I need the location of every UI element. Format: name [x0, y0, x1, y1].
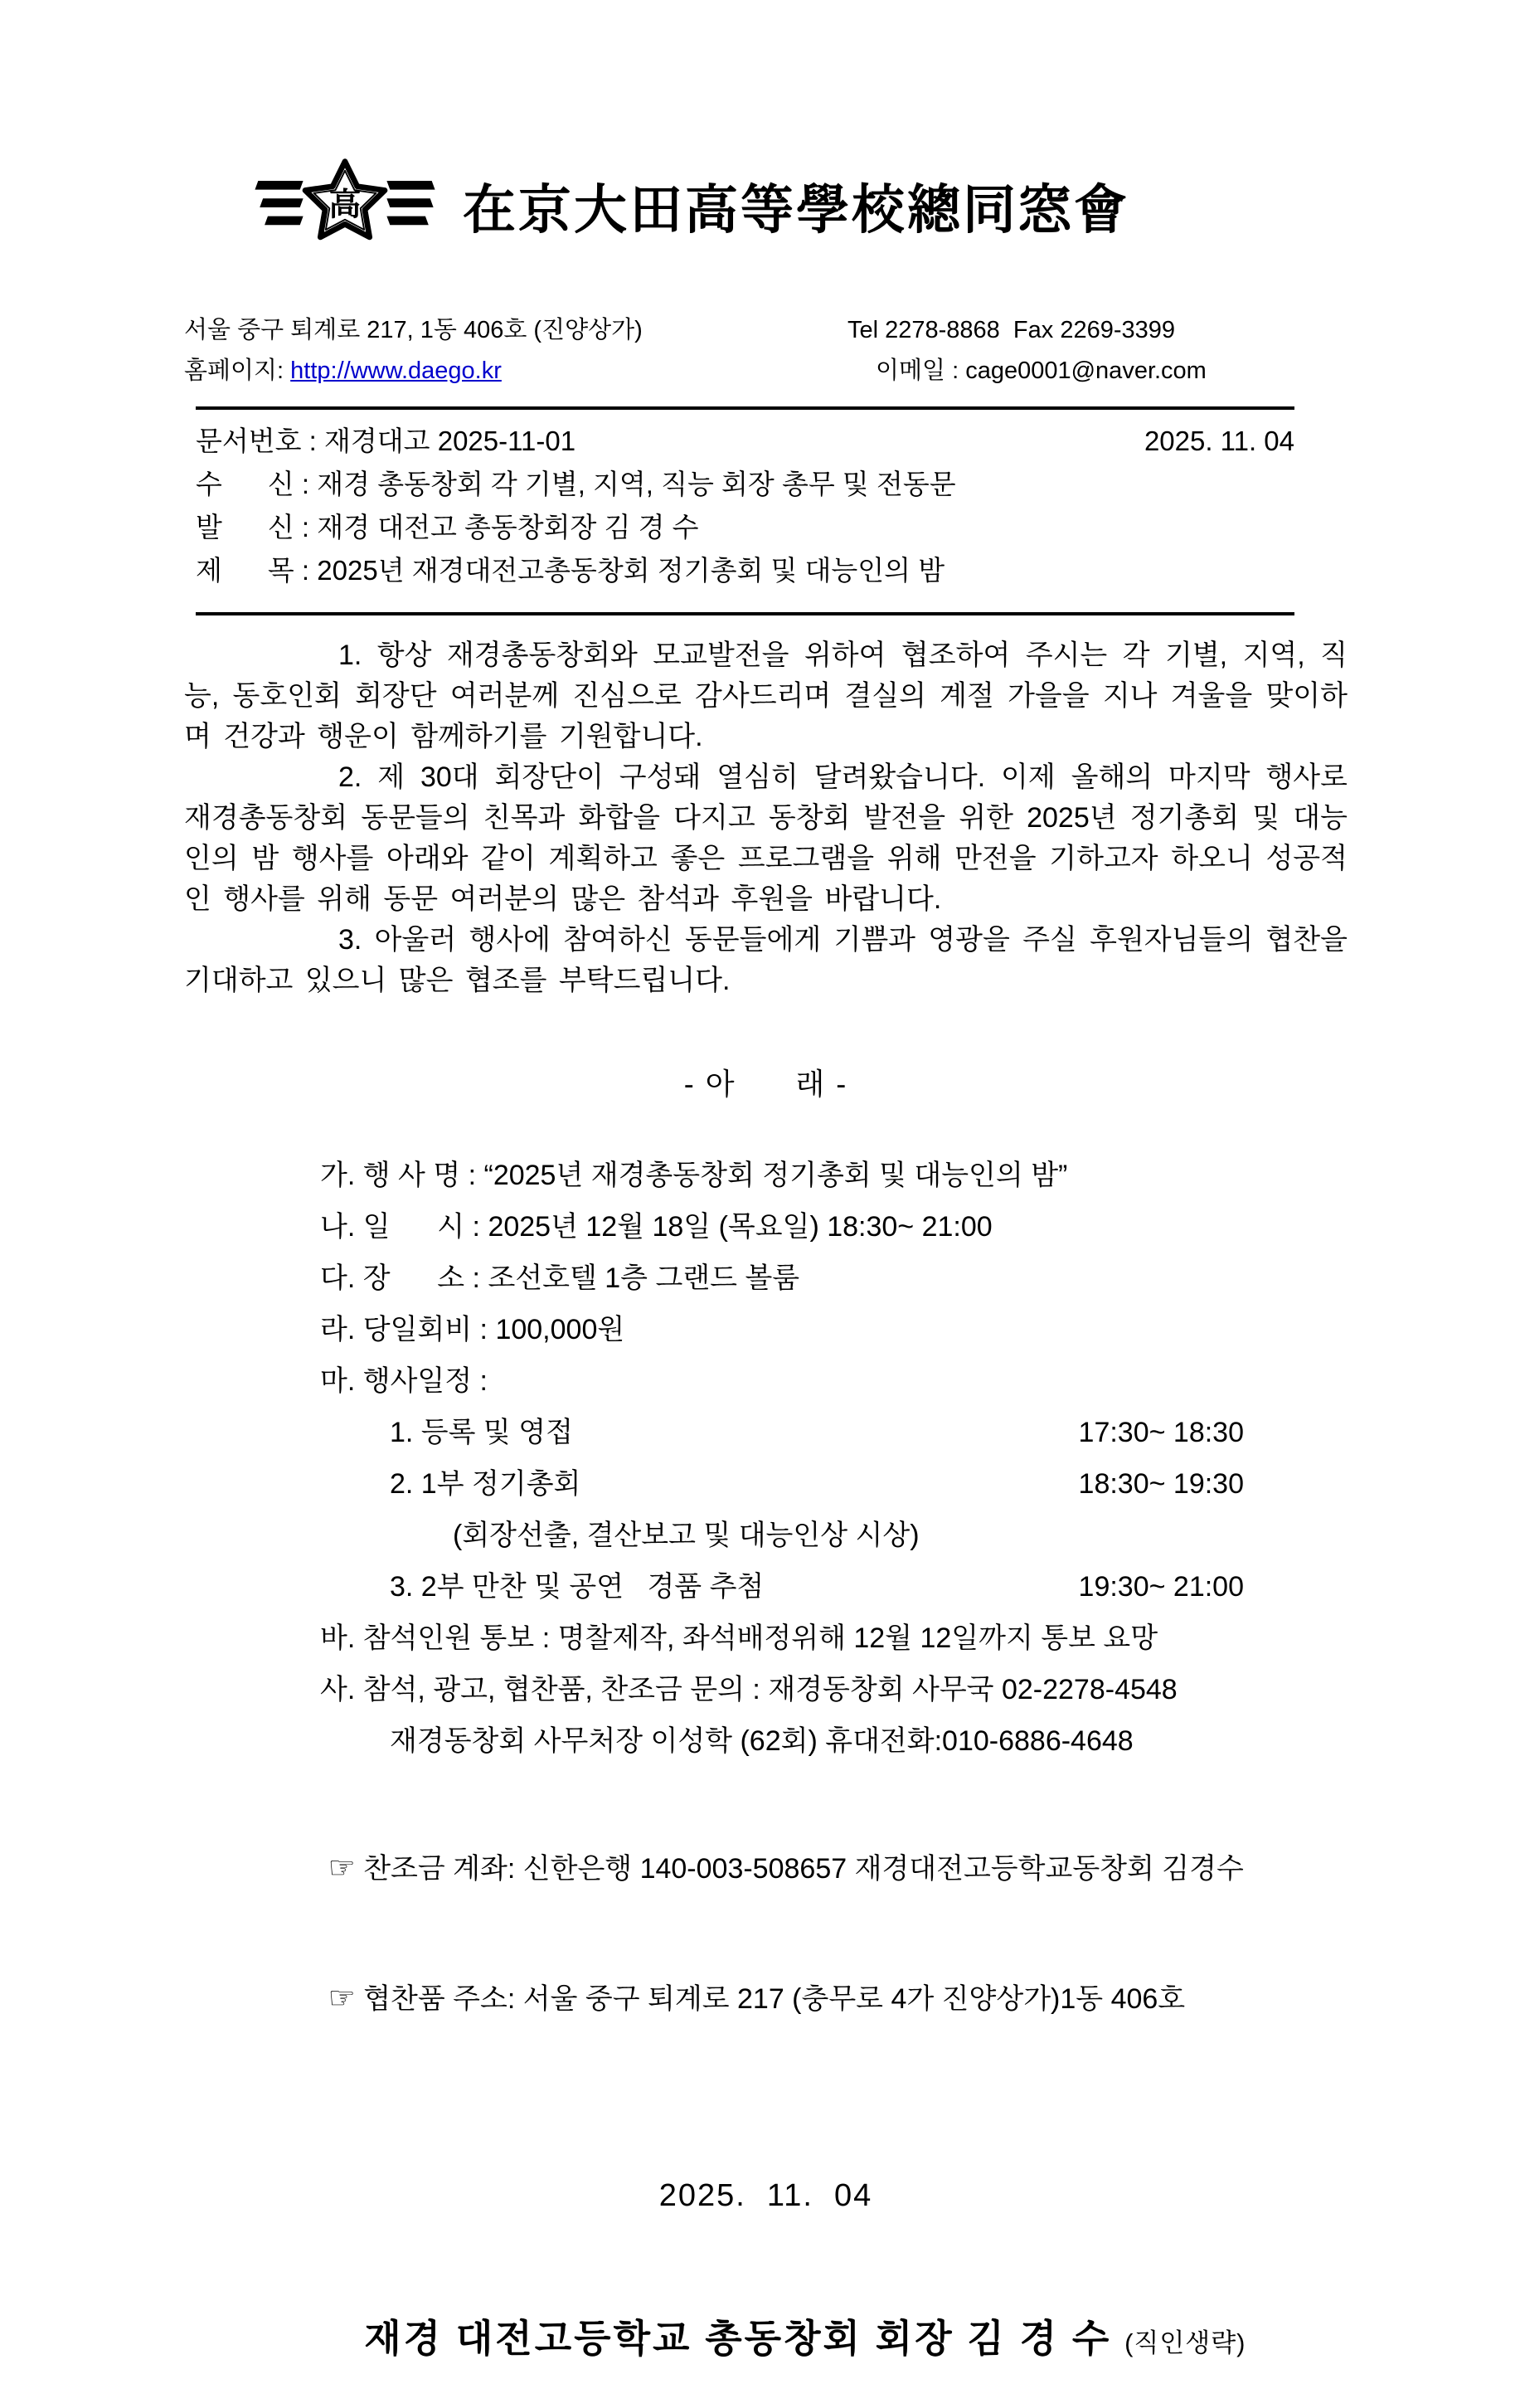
homepage-line — [184, 351, 847, 392]
letter-body — [184, 635, 1348, 1001]
letterhead — [240, 139, 1348, 272]
doc-header — [184, 410, 1348, 597]
doc-row-recipient — [196, 463, 1294, 506]
note-text: 협찬품 주소: 서울 중구 퇴계로 217 (충무로 4가 진양상가)1동 406호 — [355, 1983, 1186, 2015]
speed-bars-right-icon — [386, 181, 435, 225]
doc-row-sender — [196, 506, 1294, 549]
sender-label: 발 신 : — [196, 512, 318, 542]
body-paragraph-1: 1. 항상 재경총동창회와 모교발전을 위하여 협조하여 주시는 각 기별, 지역, 직능, 동호인회 회장단 여러분께 진심으로 감사드리며 결실의 계절 가을을 지나 겨울을 맞이하며 건강과 행운이 함께하기를 기원합니다. — [184, 640, 1348, 752]
contact-row-1 — [184, 310, 1348, 351]
pointing-hand-icon: ☞ — [328, 1981, 356, 2015]
annex-list — [184, 1150, 1348, 1767]
signature-line — [184, 2264, 1348, 2408]
pointing-hand-icon: ☞ — [328, 1851, 356, 1885]
note-text: 찬조금 계좌: 신한은행 140-003-508657 재경대전고등학교동창회 김경수 — [355, 1853, 1244, 1885]
recipient-label: 수 신 : — [196, 469, 318, 499]
schedule-name: (회장선출, 결산보고 및 대능인상 시상) — [453, 1520, 920, 1551]
logo-character: 高 — [328, 186, 362, 224]
doc-row-number — [196, 420, 1294, 463]
doc-number-label: 문서번호 : — [196, 426, 325, 456]
schedule-row-general-meeting — [390, 1458, 1244, 1510]
annex-item-inquiry: 사. 참석, 광고, 협찬품, 찬조금 문의 : 재경동창회 사무국 02-2278-4548 — [320, 1674, 1178, 1705]
schedule-time: 17:30~ 18:30 — [1078, 1417, 1244, 1448]
schedule-name: 2. 1부 정기총회 — [390, 1468, 581, 1500]
note-donation-account — [265, 1803, 1348, 1934]
note-gift-address — [265, 1934, 1348, 2064]
annex-item-venue: 다. 장 소 : 조선호텔 1층 그랜드 볼룸 — [320, 1262, 800, 1294]
schedule-time: 18:30~ 19:30 — [1078, 1468, 1244, 1500]
annex-divider: - 아 래 - — [683, 1067, 848, 1101]
footer-date: 2025. 11. 04 — [658, 2178, 873, 2213]
annex-item-schedule-heading: 마. 행사일정 : — [320, 1365, 488, 1397]
sender-value: 재경 대전고 총동창회장 김 경 수 — [317, 512, 699, 542]
signature-text: 재경 대전고등학교 총동창회 회장 김 경 수 — [364, 2317, 1125, 2360]
schedule-row-dinner — [390, 1561, 1244, 1613]
schedule-time: 19:30~ 21:00 — [1078, 1571, 1244, 1603]
annex-item-inquiry-contact: 재경동창회 사무처장 이성학 (62회) 휴대전화:010-6886-4648 — [390, 1725, 1134, 1757]
horizontal-rule-subject — [196, 612, 1294, 615]
org-telfax: Tel 2278-8868 Fax 2269-3399 — [847, 317, 1176, 343]
annex-item-datetime: 나. 일 시 : 2025년 12월 18일 (목요일) 18:30~ 21:00 — [320, 1211, 993, 1243]
speed-bars-left-icon — [255, 181, 303, 225]
recipient-value: 재경 총동창회 각 기별, 지역, 직능 회장 총무 및 전동문 — [317, 469, 956, 499]
doc-date: 2025. 11. 04 — [1144, 426, 1294, 456]
body-paragraph-2: 2. 제 30대 회장단이 구성돼 열심히 달려왔습니다. 이제 올해의 마지막 행사로 재경총동창회 동문들의 친목과 화합을 다지고 동창회 발전을 위한 2025년 정기총회 및 대능인의 밤 행사를 아래와 같이 계획하고 좋은 프로그램을 위해 만전을 기하고자 하오니 성공적인 행사를 위해 동문 여러분의 많은 참석과 후원을 바랍니다. — [184, 761, 1348, 915]
schedule-row-registration — [390, 1407, 1244, 1458]
annex-item-headcount: 바. 참석인원 통보 : 명찰제작, 좌석배정위해 12월 12일까지 통보 요망 — [320, 1622, 1158, 1654]
doc-number-value: 재경대고 2025-11-01 — [324, 426, 576, 456]
email-value: cage0001@naver.com — [965, 358, 1207, 384]
signature-seal-note: (직인생략) — [1124, 2328, 1246, 2357]
annex-item-fee: 라. 당일회비 : 100,000원 — [320, 1314, 625, 1345]
subject-label: 제 목 : — [196, 555, 318, 586]
school-emblem-logo — [240, 153, 449, 258]
email-line — [847, 351, 1207, 392]
contact-row-2 — [184, 351, 1348, 392]
homepage-link[interactable]: http://www.daego.kr — [290, 358, 502, 384]
contact-block — [184, 310, 1348, 392]
org-address: 서울 중구 퇴계로 217, 1동 406호 (진양상가) — [184, 317, 643, 343]
org-title: 在京大田高等學校總同窓會 — [463, 179, 1129, 241]
doc-row-subject — [196, 549, 1294, 592]
homepage-label: 홈페이지: — [184, 358, 291, 384]
schedule-name: 1. 등록 및 영접 — [390, 1417, 573, 1448]
email-label: 이메일 : — [876, 358, 966, 384]
notes-block — [184, 1803, 1348, 2064]
schedule-row-meeting-detail — [390, 1510, 1244, 1561]
body-paragraph-3: 3. 아울러 행사에 참여하신 동문들에게 기쁨과 영광을 주실 후원자님들의 협찬을 기대하고 있으니 많은 협조를 부탁드립니다. — [184, 924, 1348, 996]
star-badge-icon — [305, 162, 385, 237]
schedule-name: 3. 2부 만찬 및 공연 경품 추첨 — [390, 1571, 765, 1603]
annex-item-event-name: 가. 행 사 명 : “2025년 재경총동창회 정기총회 및 대능인의 밤” — [320, 1160, 1068, 1191]
subject-value: 2025년 재경대전고총동창회 정기총회 및 대능인의 밤 — [317, 555, 945, 586]
